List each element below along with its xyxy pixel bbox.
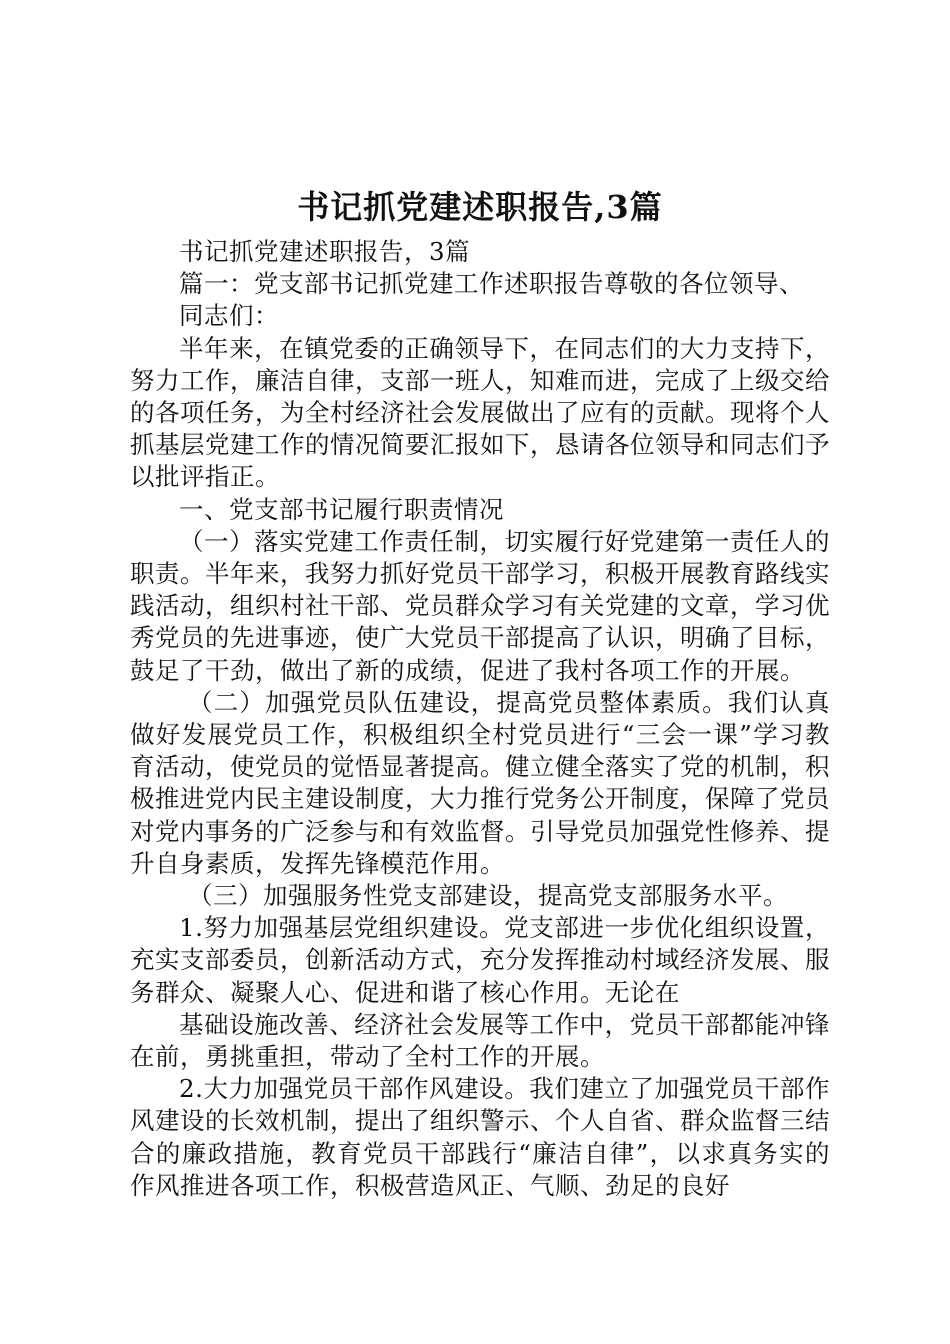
paragraph-point-one: 1.努力加强基层党组织建设。党支部进一步优化组织设置，充实支部委员，创新活动方式，充分发挥推动村域经济发展、服务群众、凝聚人心、促进和谐了核心作用。无论在 bbox=[130, 913, 830, 1007]
section-heading-duties: 一、党支部书记履行职责情况 bbox=[179, 494, 504, 524]
document-page bbox=[130, 186, 830, 1202]
paragraph-subtitle: 书记抓党建述职报告，3篇 bbox=[179, 237, 471, 266]
paragraph-item-three: （三）加强服务性党支部建设，提高党支部服务水平。 bbox=[188, 881, 788, 911]
paragraph-item-two: （二）加强党员队伍建设，提高党员整体素质。我们认真做好发展党员工作，积极组织全村党员进行“三会一课”学习教育活动，使党员的觉悟显著提高。健立健全落实了党的机制，积极推进党内民主建设制度，大力推行党务公开制度，保障了党员对党内事务的广泛参与和有效监督。引导党员加强党性修养、提升自身素质，发挥先锋模范作用。 bbox=[130, 687, 830, 878]
paragraph-salutation: 同志们： bbox=[179, 301, 279, 331]
paragraph-point-two: 2.大力加强党员干部作风建设。我们建立了加强党员干部作风建设的长效机制，提出了组织警示、个人自省、群众监督三结合的廉政措施，教育党员干部践行“廉洁自律”，以求真务实的作风推进各项工作，积极营造风正、气顺、劲足的良好 bbox=[130, 1074, 830, 1200]
paragraph-point-one-continued: 基础设施改善、经济社会发展等工作中，党员干部都能冲锋在前，勇挑重担，带动了全村工作的开展。 bbox=[130, 1009, 830, 1072]
paragraph-part-one-heading: 篇一：党支部书记抓党建工作述职报告尊敬的各位领导、 bbox=[179, 269, 804, 299]
paragraph-intro: 半年来，在镇党委的正确领导下，在同志们的大力支持下，努力工作，廉洁自律，支部一班人，知难而进，完成了上级交给的各项任务，为全村经济社会发展做出了应有的贡献。现将个人抓基层党建工作的情况简要汇报如下，恳请各位领导和同志们予以批评指正。 bbox=[130, 333, 830, 492]
document-title: 书记抓党建述职报告,3篇 bbox=[297, 188, 663, 226]
paragraph-item-one: （一）落实党建工作责任制，切实履行好党建第一责任人的职责。半年来，我努力抓好党员干部学习，积极开展教育路线实践活动，组织村社干部、党员群众学习有关党建的文章，学习优秀党员的先进事迹，使广大党员干部提高了认识，明确了目标，鼓足了干劲，做出了新的成绩，促进了我村各项工作的开展。 bbox=[130, 526, 830, 685]
